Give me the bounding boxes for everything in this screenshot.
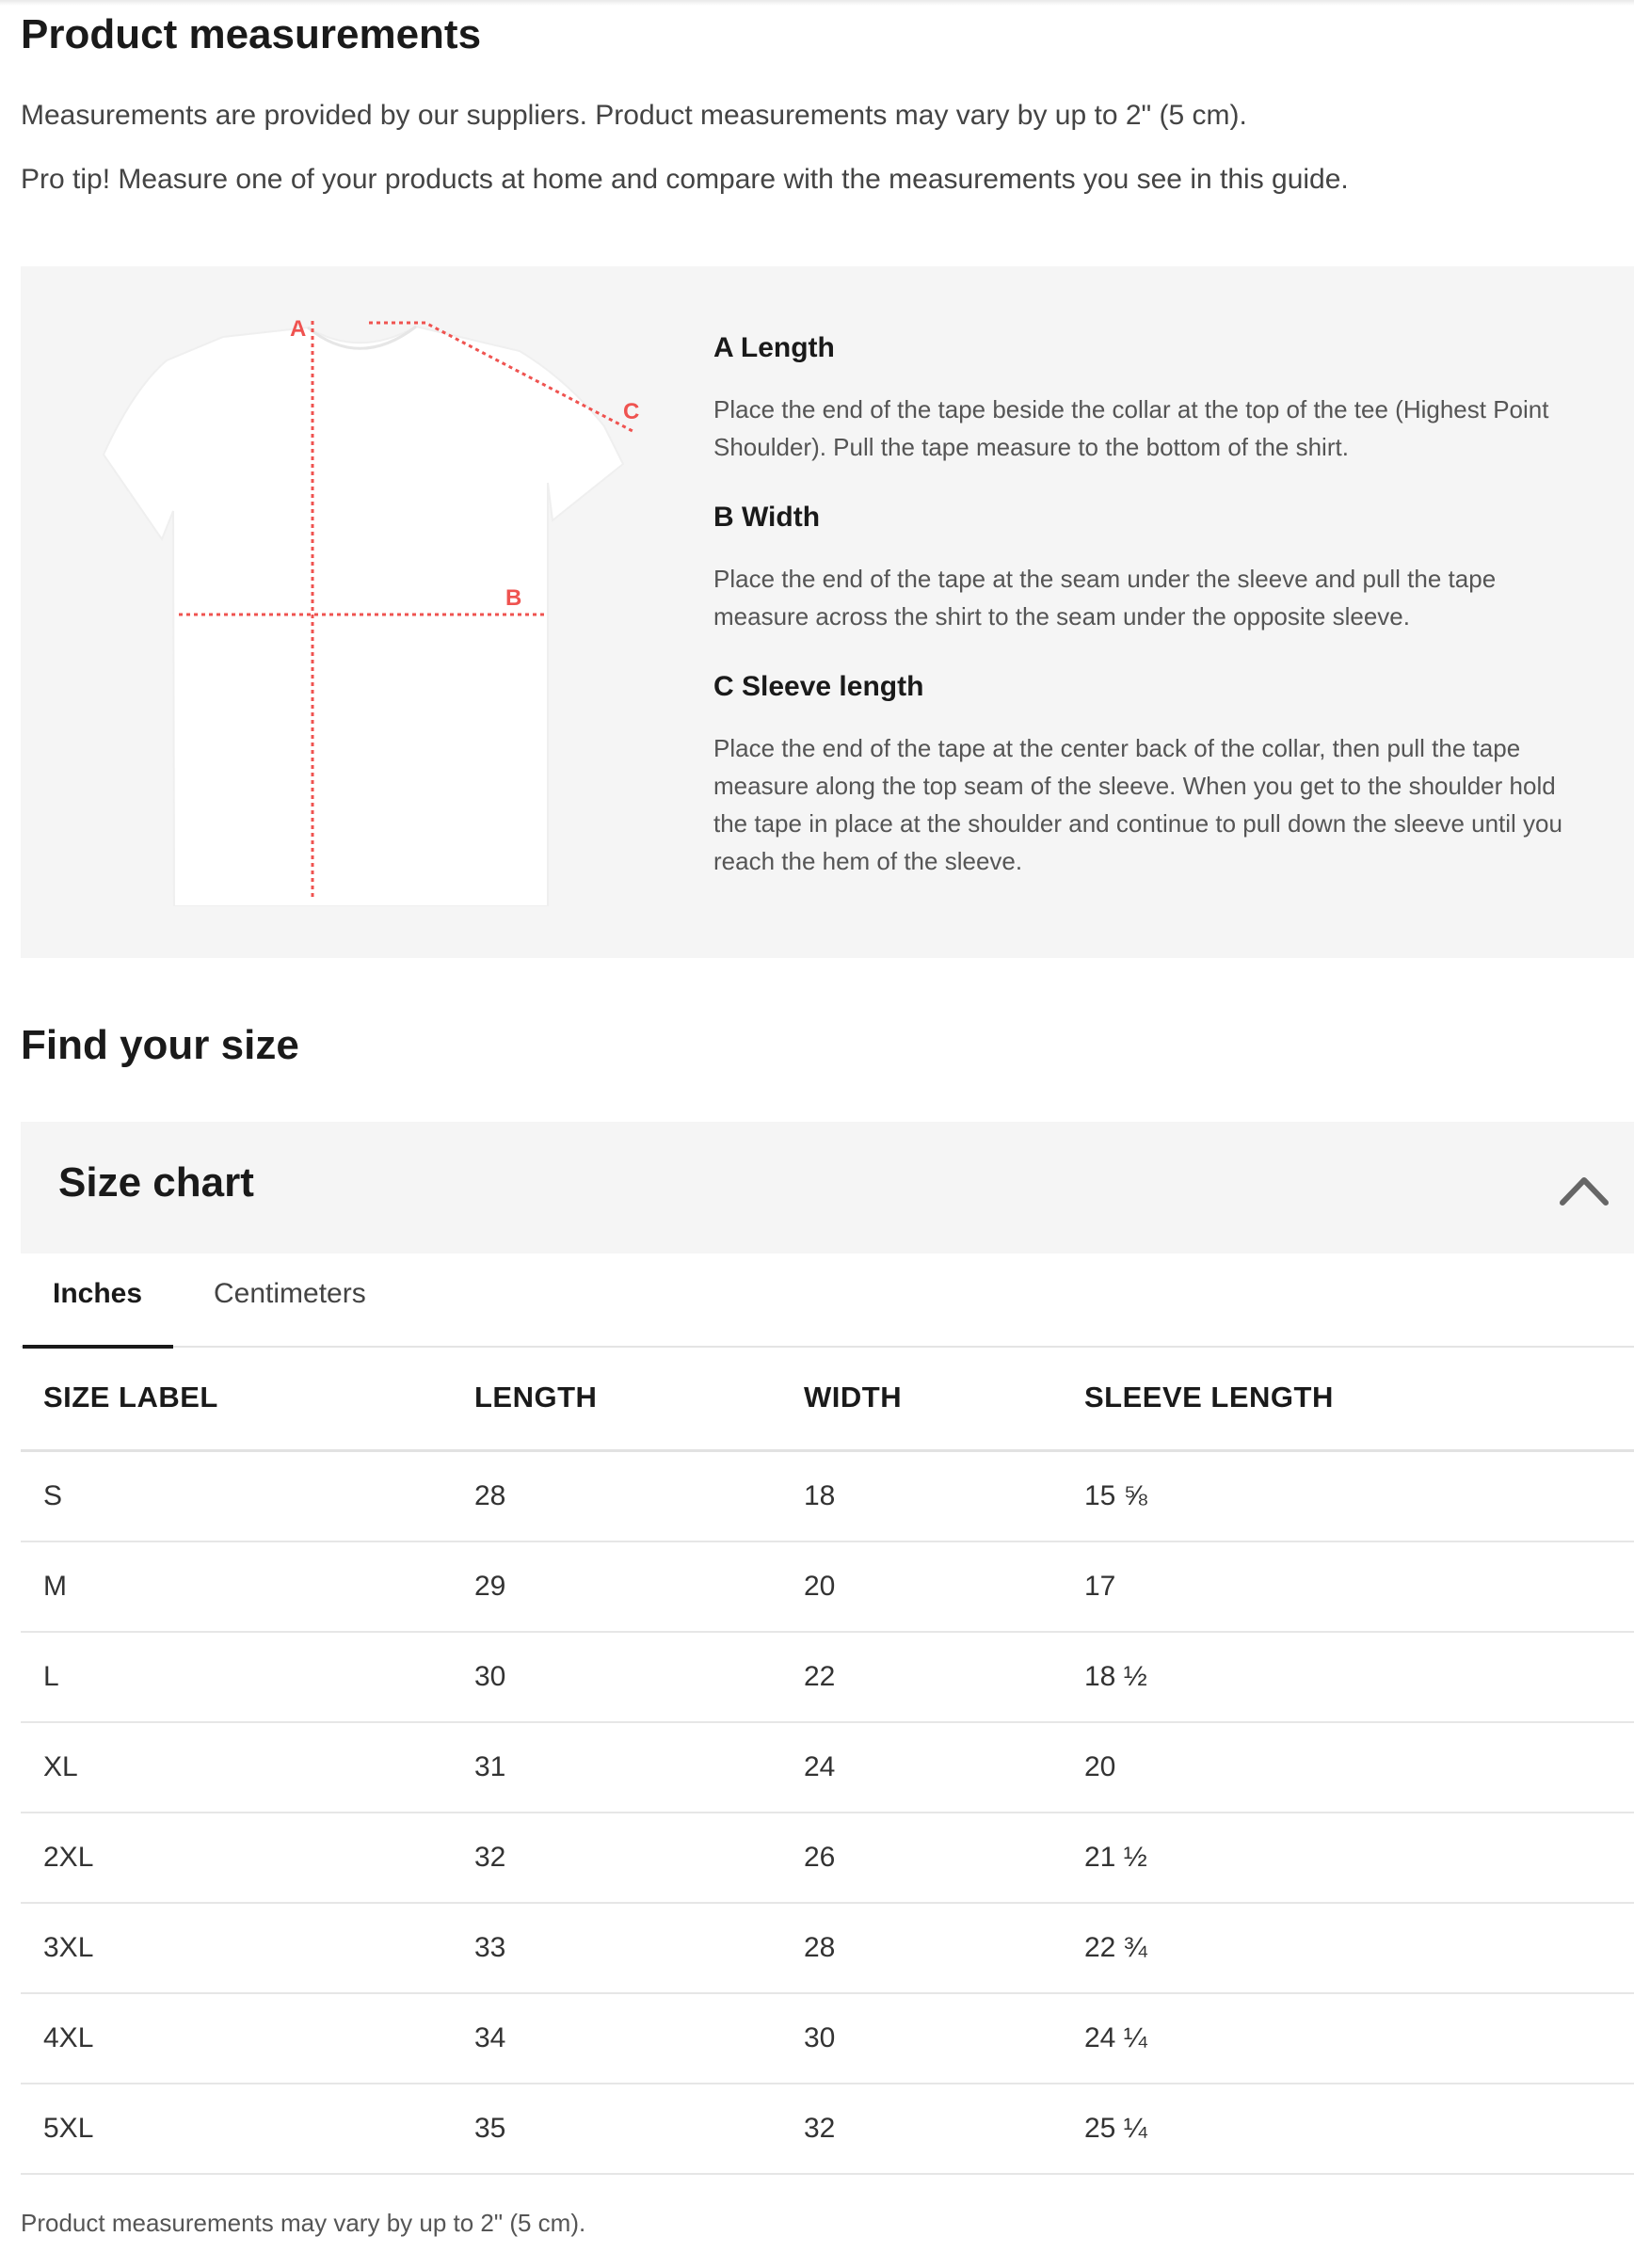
table-cell: 21 ½ — [1062, 1813, 1634, 1903]
length-heading: A Length — [713, 332, 835, 363]
table-header-row — [21, 1346, 1634, 1451]
label-b: B — [505, 585, 522, 611]
table-cell: M — [21, 1541, 452, 1632]
table-cell: 32 — [781, 2084, 1062, 2174]
table-cell: 24 ¼ — [1062, 1993, 1634, 2084]
width-description: Place the end of the tape at the seam under the sleeve and pull the tape measure across the shirt to the seam under the opposite sleeve. — [713, 565, 1497, 631]
collapse-button[interactable] — [1542, 1158, 1626, 1214]
column-header: WIDTH — [781, 1346, 1062, 1451]
table-cell: 15 ⅝ — [1062, 1451, 1634, 1542]
size-table — [21, 1346, 1634, 2175]
table-cell: L — [21, 1632, 452, 1722]
table-cell: 18 — [781, 1451, 1062, 1542]
find-your-size-title: Find your size — [21, 1022, 299, 1068]
length-description: Place the end of the tape beside the collar at the top of the tee (Highest Point Shoulder). Pull the tape measure to the bottom of the shirt. — [713, 395, 1549, 461]
table-cell: 32 — [452, 1813, 781, 1903]
sleeve-heading: C Sleeve length — [713, 671, 924, 702]
table-cell: 29 — [452, 1541, 781, 1632]
table-cell: 26 — [781, 1813, 1062, 1903]
table-cell: 18 ½ — [1062, 1632, 1634, 1722]
table-cell: 2XL — [21, 1813, 452, 1903]
column-header: SLEEVE LENGTH — [1062, 1346, 1634, 1451]
table-cell: 35 — [452, 2084, 781, 2174]
table-cell: 31 — [452, 1722, 781, 1813]
pro-tip-text: Pro tip! Measure one of your products at home and compare with the measurements you see in this guide. — [21, 164, 1349, 195]
table-row — [21, 1993, 1634, 2084]
table-row — [21, 2084, 1634, 2174]
tshirt-shape — [104, 327, 623, 906]
tab-inches[interactable]: Inches — [53, 1278, 143, 1309]
table-cell: 20 — [781, 1541, 1062, 1632]
table-cell: 5XL — [21, 2084, 452, 2174]
table-cell: 28 — [781, 1903, 1062, 1993]
table-row — [21, 1541, 1634, 1632]
unit-tabs — [21, 1254, 1634, 1348]
intro-text: Measurements are provided by our suppliers. Product measurements may vary by up to 2" (5 cm). — [21, 100, 1247, 131]
chevron-up-icon — [1542, 1158, 1626, 1214]
top-shadow — [0, 0, 1634, 6]
table-cell: 34 — [452, 1993, 781, 2084]
tshirt-diagram — [77, 304, 698, 906]
guide-descriptions — [713, 332, 1579, 916]
page-title: Product measurements — [21, 11, 482, 57]
table-cell: 30 — [452, 1632, 781, 1722]
table-cell: 4XL — [21, 1993, 452, 2084]
column-header: LENGTH — [452, 1346, 781, 1451]
table-cell: 33 — [452, 1903, 781, 1993]
table-row — [21, 1632, 1634, 1722]
table-row — [21, 1722, 1634, 1813]
table-row — [21, 1451, 1634, 1542]
table-row — [21, 1903, 1634, 1993]
sleeve-description: Place the end of the tape at the center back of the collar, then pull the tape measure along the top seam of the sleeve. When you get to the shoulder hold the tape in place at the shoulder and continue to pull down the sleeve until you reach the hem of the sleeve. — [713, 734, 1562, 875]
table-cell: 22 ¾ — [1062, 1903, 1634, 1993]
measurement-guide-panel — [21, 266, 1634, 958]
table-cell: 28 — [452, 1451, 781, 1542]
table-cell: 17 — [1062, 1541, 1634, 1632]
table-cell: S — [21, 1451, 452, 1542]
table-cell: 30 — [781, 1993, 1062, 2084]
size-chart-header[interactable] — [21, 1122, 1634, 1254]
width-heading: B Width — [713, 502, 821, 533]
table-cell: 22 — [781, 1632, 1062, 1722]
table-cell: 20 — [1062, 1722, 1634, 1813]
label-a: A — [290, 316, 307, 342]
label-c: C — [623, 399, 640, 424]
size-chart-title: Size chart — [58, 1159, 254, 1206]
table-cell: 25 ¼ — [1062, 2084, 1634, 2174]
table-cell: 24 — [781, 1722, 1062, 1813]
column-header: SIZE LABEL — [21, 1346, 452, 1451]
footnote: Product measurements may vary by up to 2" (5 cm). — [21, 2209, 586, 2237]
table-row — [21, 1813, 1634, 1903]
table-cell: 3XL — [21, 1903, 452, 1993]
tab-centimeters[interactable]: Centimeters — [214, 1278, 366, 1309]
table-cell: XL — [21, 1722, 452, 1813]
